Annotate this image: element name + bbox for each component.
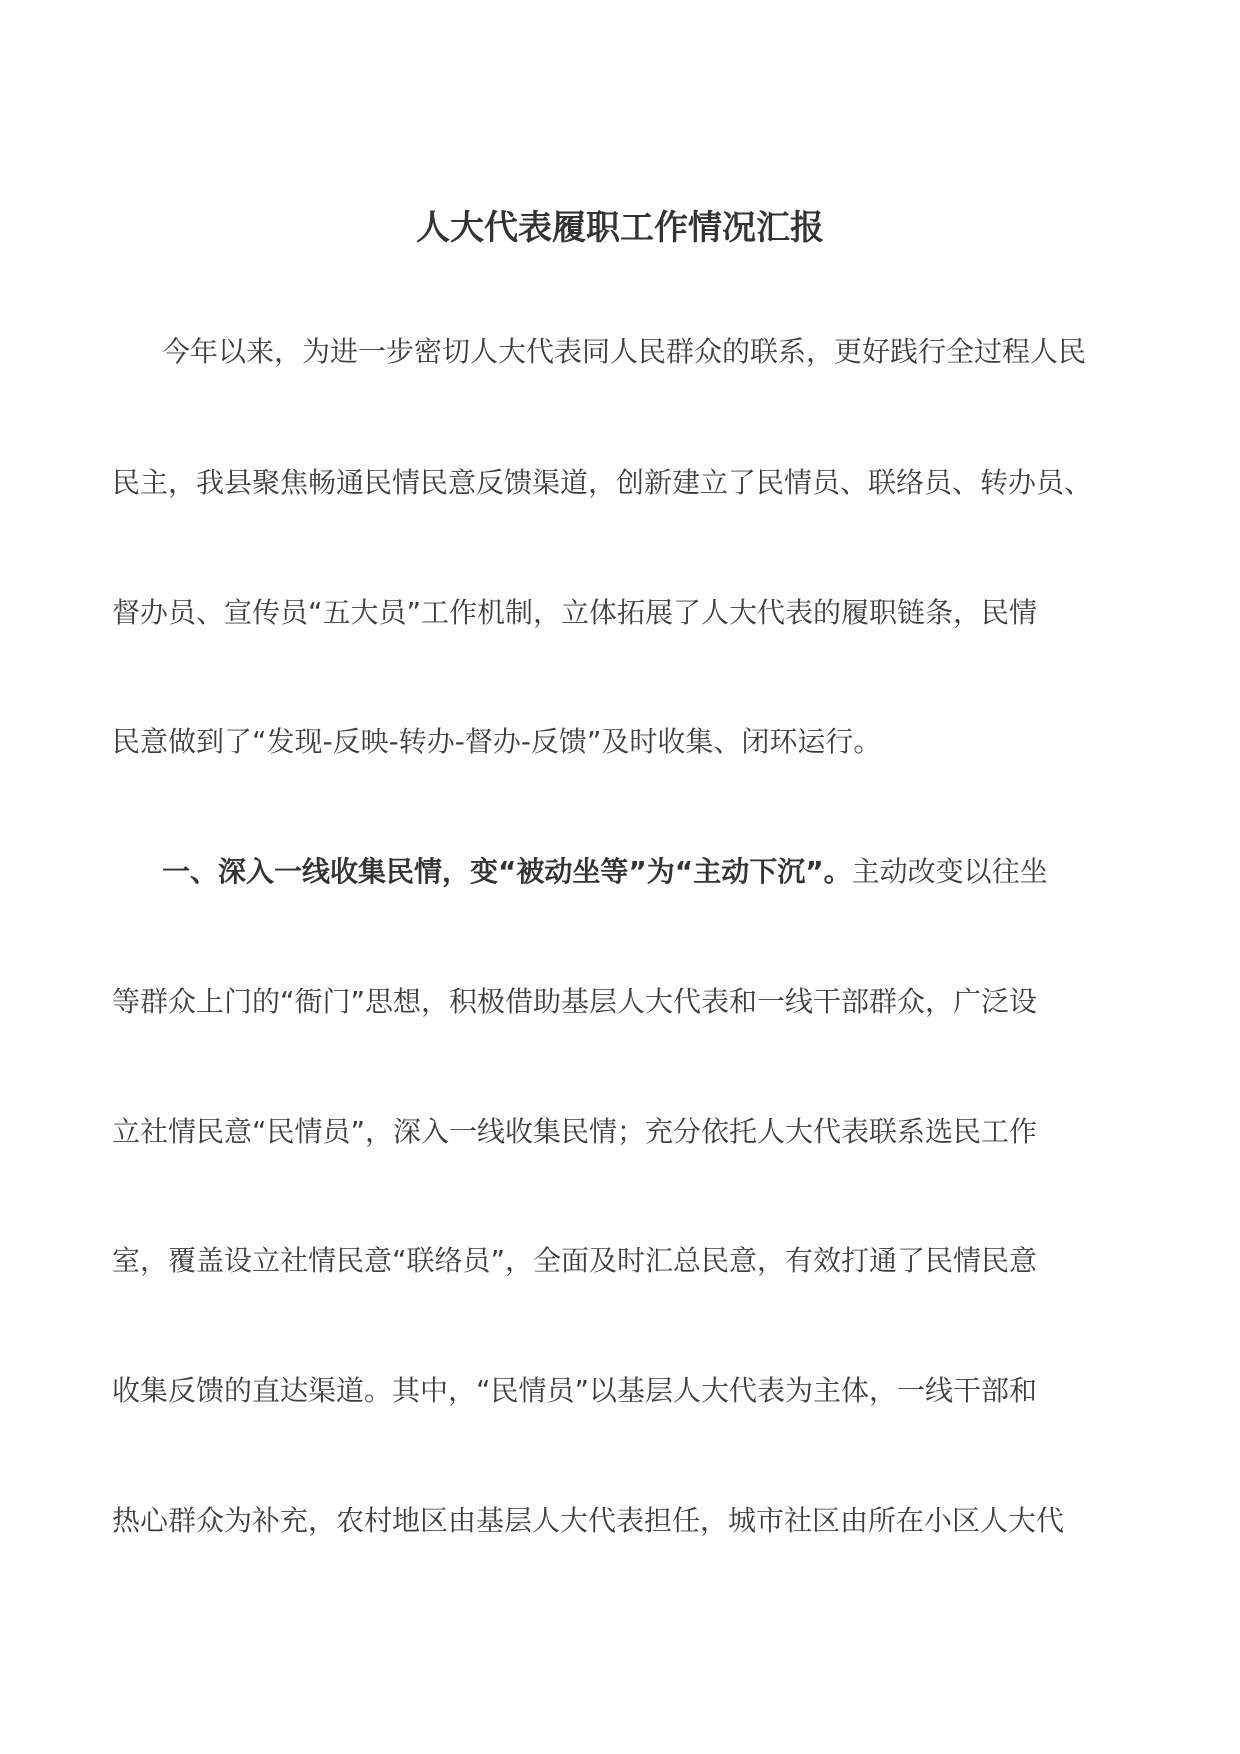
paragraph-line: 民意做到了“发现-反映-转办-督办-反馈”及时收集、闭环运行。 (112, 725, 882, 758)
paragraph-line: 等群众上门的“衙门”思想，积极借助基层人大代表和一线干部群众，广泛设 (112, 985, 1038, 1018)
section-text: 主动改变以往坐 (851, 855, 1048, 888)
section-heading: 一、深入一线收集民情，变“被动坐等”为“主动下沉”。 (162, 855, 852, 888)
paragraph-line: 今年以来，为进一步密切人大代表同人民群众的联系，更好践行全过程人民 (162, 335, 1087, 368)
paragraph-line: 民主，我县聚焦畅通民情民意反馈渠道，创新建立了民情员、联络员、转办员、 (112, 466, 1093, 499)
document-title: 人大代表履职工作情况汇报 (416, 208, 824, 248)
paragraph-line: 室，覆盖设立社情民意“联络员”，全面及时汇总民意，有效打通了民情民意 (112, 1244, 1038, 1277)
section-heading-line (162, 844, 1152, 900)
paragraph-line: 督办员、宣传员“五大员”工作机制，立体拓展了人大代表的履职链条，民情 (112, 596, 1038, 629)
paragraph-line: 立社情民意“民情员”，深入一线收集民情；充分依托人大代表联系选民工作 (112, 1115, 1038, 1148)
paragraph-line: 热心群众为补充，农村地区由基层人大代表担任，城市社区由所在小区人大代 (112, 1504, 1065, 1537)
paragraph-line: 收集反馈的直达渠道。其中，“民情员”以基层人大代表为主体，一线干部和 (112, 1374, 1038, 1407)
